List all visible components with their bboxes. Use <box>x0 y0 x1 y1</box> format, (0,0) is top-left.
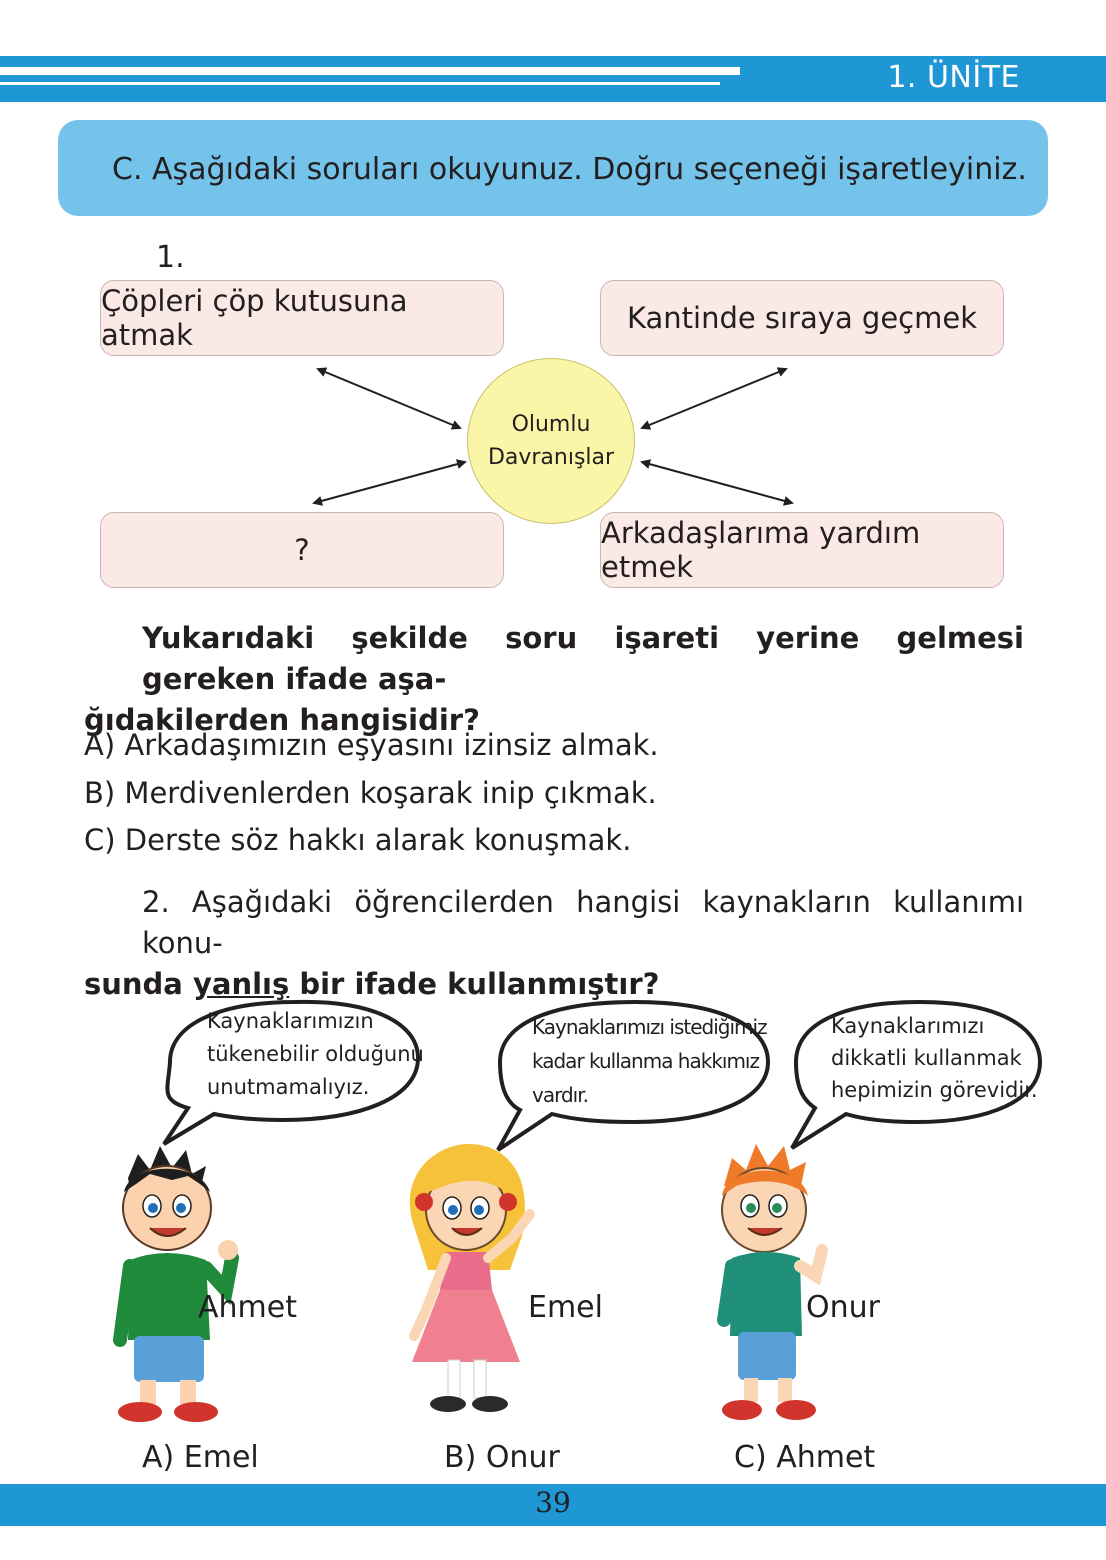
student-name-onur: Onur <box>806 1290 880 1325</box>
behavior-box-unknown: ? <box>100 512 504 588</box>
answer-option-b[interactable]: B) Onur <box>444 1440 560 1475</box>
question1-stem <box>84 618 1024 741</box>
bubble-line: Kaynaklarımızı istediğimiz <box>532 1015 767 1039</box>
student-emel-illustration <box>410 1144 530 1412</box>
center-concept-circle <box>467 358 635 524</box>
stem-text: sunda <box>84 967 193 1001</box>
student-name-ahmet: Ahmet <box>198 1290 297 1325</box>
arrow-top-left <box>318 369 460 428</box>
question-number: 1. <box>156 240 185 275</box>
student-name-emel: Emel <box>528 1290 603 1325</box>
bubble-line: tükenebilir olduğunu <box>207 1042 424 1066</box>
bubble-text-2 <box>532 1010 767 1112</box>
student-ahmet-illustration <box>118 1146 238 1422</box>
stem-line <box>84 882 1024 964</box>
stem-line-text: 2. Aşağıdaki öğrencilerden hangisi kaynakların kullanımı konu- <box>142 885 1024 960</box>
stem-line: ğıdakilerden hangisidir? <box>84 703 480 737</box>
bubble-line: hepimizin görevidir. <box>831 1078 1038 1102</box>
page-number: 39 <box>535 1486 571 1519</box>
bubble-line: vardır. <box>532 1083 588 1107</box>
bubble-text-1 <box>207 1005 424 1104</box>
student-illustrations <box>0 1140 1106 1430</box>
answer-option-a[interactable]: A) Arkadaşımızın eşyasını izinsiz almak. <box>84 728 659 762</box>
question2-stem <box>84 882 1024 1005</box>
bubble-line: Kaynaklarımızı <box>831 1014 985 1038</box>
bubble-line: Kaynaklarımızın <box>207 1009 374 1033</box>
bubble-text-3 <box>831 1010 1038 1106</box>
bubble-line: unutmamalıyız. <box>207 1075 370 1099</box>
answer-option-a[interactable]: A) Emel <box>142 1440 259 1475</box>
center-label-line: Davranışlar <box>487 445 615 470</box>
center-label-line: Olumlu <box>511 412 591 437</box>
arrow-top-right <box>642 369 786 428</box>
arrow-bottom-right <box>642 462 792 503</box>
answer-option-c[interactable]: C) Ahmet <box>734 1440 876 1475</box>
stem-text: bir ifade kullanmıştır? <box>289 967 660 1001</box>
answer-option-b[interactable]: B) Merdivenlerden koşarak inip çıkmak. <box>84 776 657 810</box>
student-onur-illustration <box>722 1144 822 1420</box>
stem-line: Yukarıdaki şekilde soru işareti yerine gelmesi gereken ifade aşa- <box>142 621 1024 696</box>
unit-label: 1. ÜNİTE <box>887 60 1020 95</box>
arrow-bottom-left <box>314 462 465 503</box>
behavior-box-bottom-right: Arkadaşlarıma yardım etmek <box>600 512 1004 588</box>
behavior-box-top-right: Kantinde sıraya geçmek <box>600 280 1004 356</box>
underlined-word: yanlış <box>192 967 290 1001</box>
behavior-box-top-left: Çöpleri çöp kutusuna atmak <box>100 280 504 356</box>
bubble-line: kadar kullanma hakkımız <box>532 1049 759 1073</box>
instruction-text: C. Aşağıdaki soruları okuyunuz. Doğru seçeneği işaretleyiniz. <box>112 152 1027 187</box>
bubble-line: dikkatli kullanmak <box>831 1046 1022 1070</box>
answer-option-c[interactable]: C) Derste söz hakkı alarak konuşmak. <box>84 823 632 857</box>
